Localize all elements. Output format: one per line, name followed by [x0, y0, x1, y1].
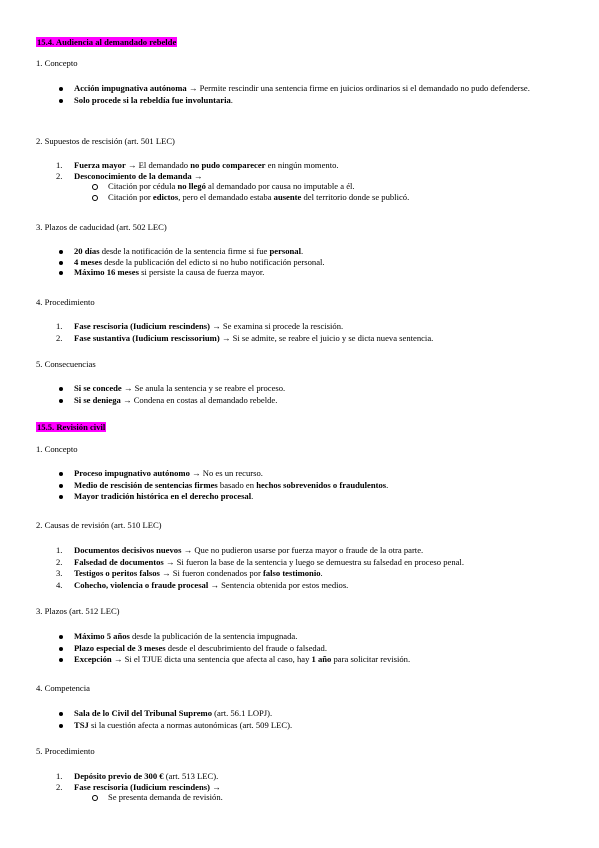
list-item: Máximo 5 años desde la publicación de la sentencia impugnada.: [56, 631, 559, 642]
list-item: Proceso impugnativo autónomo → No es un recurso.: [56, 468, 559, 479]
s5-title: 5. Consecuencias: [36, 359, 96, 369]
r2-title: 2. Causas de revisión (art. 510 LEC): [36, 520, 162, 530]
s1-title: 1. Concepto: [36, 58, 78, 68]
list-item: Excepción → Si el TJUE dicta una sentencia que afecta al caso, hay 1 año para solicitar revisión.: [56, 654, 559, 665]
list-item: 20 días desde la notificación de la sentencia firme si fue personal.: [56, 246, 559, 257]
list-item: 2. Desconocimiento de la demanda →: [56, 170, 203, 181]
r5-title: 5. Procedimiento: [36, 746, 95, 756]
list-item: 2. Fase sustantiva (Iudicium rescissorium) → Si se admite, se reabre el juicio y se dicta nueva sentencia.: [56, 332, 434, 343]
list-item: Acción impugnativa autónoma → Permite rescindir una sentencia firme en juicios ordinarios si el demandado no pudo defenderse.: [56, 83, 559, 94]
list-item: 1. Fase rescisoria (Iudicium rescindens) → Se examina si procede la rescisión.: [56, 321, 344, 331]
section-15-4-heading: 15.4. Audiencia al demandado rebelde: [37, 37, 177, 47]
r4-title: 4. Competencia: [36, 683, 90, 693]
r3-title: 3. Plazos (art. 512 LEC): [36, 606, 120, 616]
list-item: 1. Depósito previo de 300 € (art. 513 LEC).: [56, 771, 219, 781]
list-item: 1. Documentos decisivos nuevos → Que no pudieron usarse por fuerza mayor o fraude de la otra parte.: [56, 545, 424, 555]
list-item: 4 meses desde la publicación del edicto si no hubo notificación personal.: [56, 257, 559, 268]
r1-title: 1. Concepto: [36, 444, 78, 454]
s4-list: [56, 321, 559, 343]
sub-item: Se presenta demanda de revisión.: [92, 792, 559, 803]
list-item: Plazo especial de 3 meses desde el descubrimiento del fraude o falsedad.: [56, 643, 559, 654]
r5-list: [56, 771, 559, 803]
s1-list: [56, 83, 559, 105]
s2-list: [56, 160, 559, 203]
s2-title: 2. Supuestos de rescisión (art. 501 LEC): [36, 136, 175, 146]
list-item: Sala de lo Civil del Tribunal Supremo (art. 56.1 LOPJ).: [56, 708, 559, 719]
s5-list: [56, 383, 559, 405]
r3-list: [56, 631, 559, 665]
list-item: Máximo 16 meses si persiste la causa de fuerza mayor.: [56, 267, 559, 278]
s3-list: [56, 246, 559, 278]
list-item: 4. Cohecho, violencia o fraude procesal → Sentencia obtenida por estos medios.: [56, 580, 349, 591]
list-item: Mayor tradición histórica en el derecho procesal.: [56, 491, 559, 502]
sub-item: Citación por edictos, pero el demandado estaba ausente del territorio donde se publicó.: [92, 192, 559, 203]
list-item: 2. Falsedad de documentos → Si fueron la base de la sentencia y luego se demuestra su falsedad en proceso penal.: [56, 556, 464, 567]
s3-title: 3. Plazos de caducidad (art. 502 LEC): [36, 222, 167, 232]
list-item: 2. Fase rescisoria (Iudicium rescindens) →: [56, 781, 221, 792]
sub-item: Citación por cédula no llegó al demandado por causa no imputable a él.: [92, 181, 559, 192]
list-item: Solo procede si la rebeldía fue involuntaria.: [56, 95, 559, 106]
list-item: 3. Testigos o peritos falsos → Si fueron condenados por falso testimonio.: [56, 568, 323, 579]
section-15-5-heading: 15.5. Revisión civil: [37, 422, 106, 432]
list-item: TSJ si la cuestión afecta a normas autonómicas (art. 509 LEC).: [56, 720, 559, 731]
list-item: 1. Fuerza mayor → El demandado no pudo comparecer en ningún momento.: [56, 160, 339, 170]
list-item: Si se deniega → Condena en costas al demandado rebelde.: [56, 395, 559, 406]
r2-list: [56, 545, 559, 591]
r4-list: [56, 708, 559, 730]
r1-list: [56, 468, 559, 502]
list-item: Si se concede → Se anula la sentencia y se reabre el proceso.: [56, 383, 559, 394]
list-item: Medio de rescisión de sentencias firmes basado en hechos sobrevenidos o fraudulentos.: [56, 480, 559, 491]
s4-title: 4. Procedimiento: [36, 297, 95, 307]
